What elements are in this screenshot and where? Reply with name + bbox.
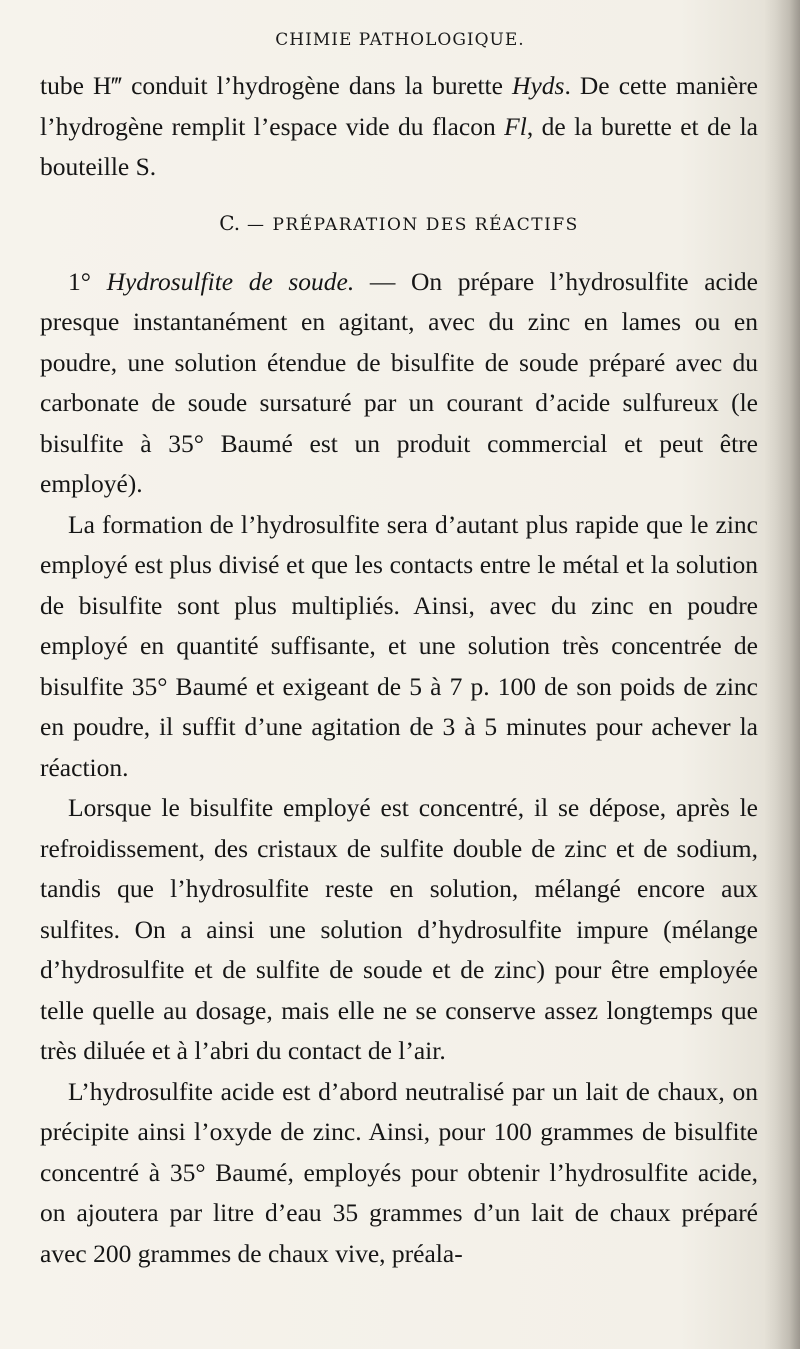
section-letter: C. xyxy=(219,210,241,235)
text-run: tube H‴ conduit l’hydrogène dans la burette xyxy=(40,71,513,100)
item-number: 1° xyxy=(68,266,107,296)
flacon-label: Fl xyxy=(504,111,527,141)
paragraph: L’hydrosulfite acide est d’abord neutralisé par un lait de chaux, on précipite ainsi l’oxyde de zinc. Ainsi, pour 100 grammes de bisulfite concentré à 35° Baumé, employés pour obtenir l’hydrosulfite acide, on ajoutera par litre d’eau 35 grammes d’un lait de chaux préparé avec 200 grammes de chaux vive, préala- xyxy=(40,1076,758,1268)
page-body xyxy=(40,66,758,1274)
section-heading xyxy=(40,208,758,240)
paragraph-hydrosulfite xyxy=(40,262,758,505)
page-edge-shadow xyxy=(764,0,800,1349)
text-run: — On prépare l’hydrosulfite acide presque instantanément en agitant, avec du zinc en lames ou en poudre, une solution étendue de bisulfite de soude préparé avec du carbonate de soude sursaturé par un courant d’acide sulfureux (le bisulfite à 35° Baumé est un produit commercial et peut être employé). xyxy=(40,266,759,498)
paragraph-continued xyxy=(40,66,758,188)
burette-label: Hyds xyxy=(512,71,565,100)
section-dash: — xyxy=(240,214,273,235)
running-head: CHIMIE PATHOLOGIQUE. xyxy=(275,30,525,50)
paragraph: Lorsque le bisulfite employé est concentré, il se dépose, après le refroidissement, des cristaux de sulfite double de zinc et de sodium, tandis que l’hydrosulfite reste en solution, mélangé encore aux sulfites. On a ainsi une solution d’hydrosulfite impure (mélange d’hydrosulfite et de sulfite de soude et de zinc) pour être employée telle quelle au dosage, mais elle ne se conserve assez longtemps que très diluée et à l’abri du contact de l’air. xyxy=(40,793,758,1065)
section-title: PRÉPARATION DES RÉACTIFS xyxy=(272,214,579,235)
item-title: Hydrosulfite de soude. xyxy=(106,266,355,296)
text-run: , de la burette et de la bouteille S. xyxy=(40,111,758,181)
text-run: . De cette manière l’hydrogène remplit l’espace vide du flacon xyxy=(40,71,758,141)
paragraph: La formation de l’hydrosulfite sera d’autant plus rapide que le zinc employé est plus divisé et que les contacts entre le métal et la solution de bisulfite sont plus multipliés. Ainsi, avec du zinc en poudre employé en quantité suffisante, et une solution très concentrée de bisulfite 35° Baumé et exigeant de 5 à 7 p. 100 de son poids de zinc en poudre, il suffit d’une agitation de 3 à 5 minutes pour achever la réaction. xyxy=(40,509,758,782)
